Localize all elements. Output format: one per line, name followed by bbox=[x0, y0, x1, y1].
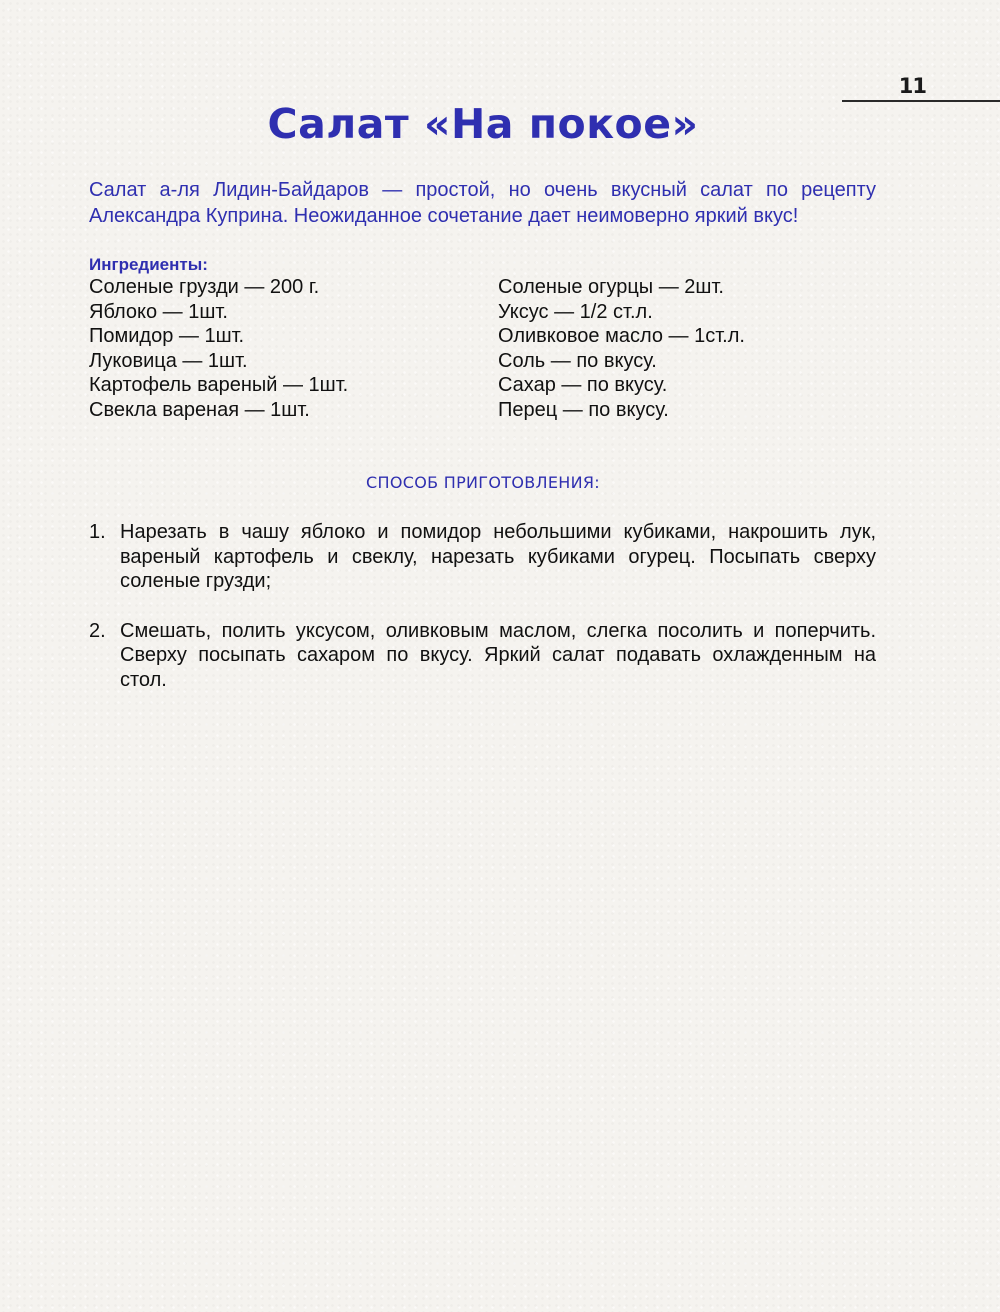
step-text: Смешать, полить уксусом, оливковым маслом, слегка посолить и поперчить. Сверху посыпать сахаром по вкусу. Яркий салат подавать охлажденным на стол. bbox=[120, 619, 876, 691]
ingredients-list-right bbox=[498, 275, 745, 422]
method-heading: СПОСОБ ПРИГОТОВЛЕНИЯ: bbox=[366, 473, 600, 492]
step-number: 1. bbox=[89, 521, 106, 543]
ingredient-item: Соль — по вкусу. bbox=[498, 349, 657, 372]
ingredient-item: Луковица — 1шт. bbox=[89, 349, 248, 372]
ingredient-item: Перец — по вкусу. bbox=[498, 398, 669, 421]
ingredient-item: Картофель вареный — 1шт. bbox=[89, 374, 349, 396]
ingredient-item: Яблоко — 1шт. bbox=[89, 300, 228, 323]
method-step bbox=[89, 520, 876, 594]
ingredient-item: Уксус — 1/2 ст.л. bbox=[498, 300, 653, 323]
method-steps bbox=[89, 520, 876, 717]
ingredient-item: Соленые грузди — 200 г. bbox=[89, 276, 320, 298]
ingredients-heading: Ингредиенты: bbox=[89, 255, 208, 274]
recipe-title: Салат «На покое» bbox=[267, 100, 699, 148]
step-number: 2. bbox=[89, 619, 106, 642]
ingredient-item: Свекла вареная — 1шт. bbox=[89, 398, 310, 421]
ingredients-list-left bbox=[89, 275, 348, 422]
ingredient-item: Помидор — 1шт. bbox=[89, 325, 245, 347]
ingredient-item: Оливковое масло — 1ст.л. bbox=[498, 325, 745, 347]
step-text: Нарезать в чашу яблоко и помидор небольшими кубиками, накрошить лук, вареный картофель и свеклу, нарезать кубиками огурец. Посыпать сверху соленые грузди; bbox=[120, 521, 876, 592]
ingredient-item: Сахар — по вкусу. bbox=[498, 374, 668, 396]
method-step bbox=[89, 619, 876, 693]
page-number: 11 bbox=[898, 74, 926, 98]
recipe-intro: Салат а-ля Лидин-Байдаров — простой, но очень вкусный салат по рецепту Александра Куприна. Неожиданное сочетание дает неимоверно яркий вкус! bbox=[89, 179, 876, 227]
ingredient-item: Соленые огурцы — 2шт. bbox=[498, 276, 724, 298]
